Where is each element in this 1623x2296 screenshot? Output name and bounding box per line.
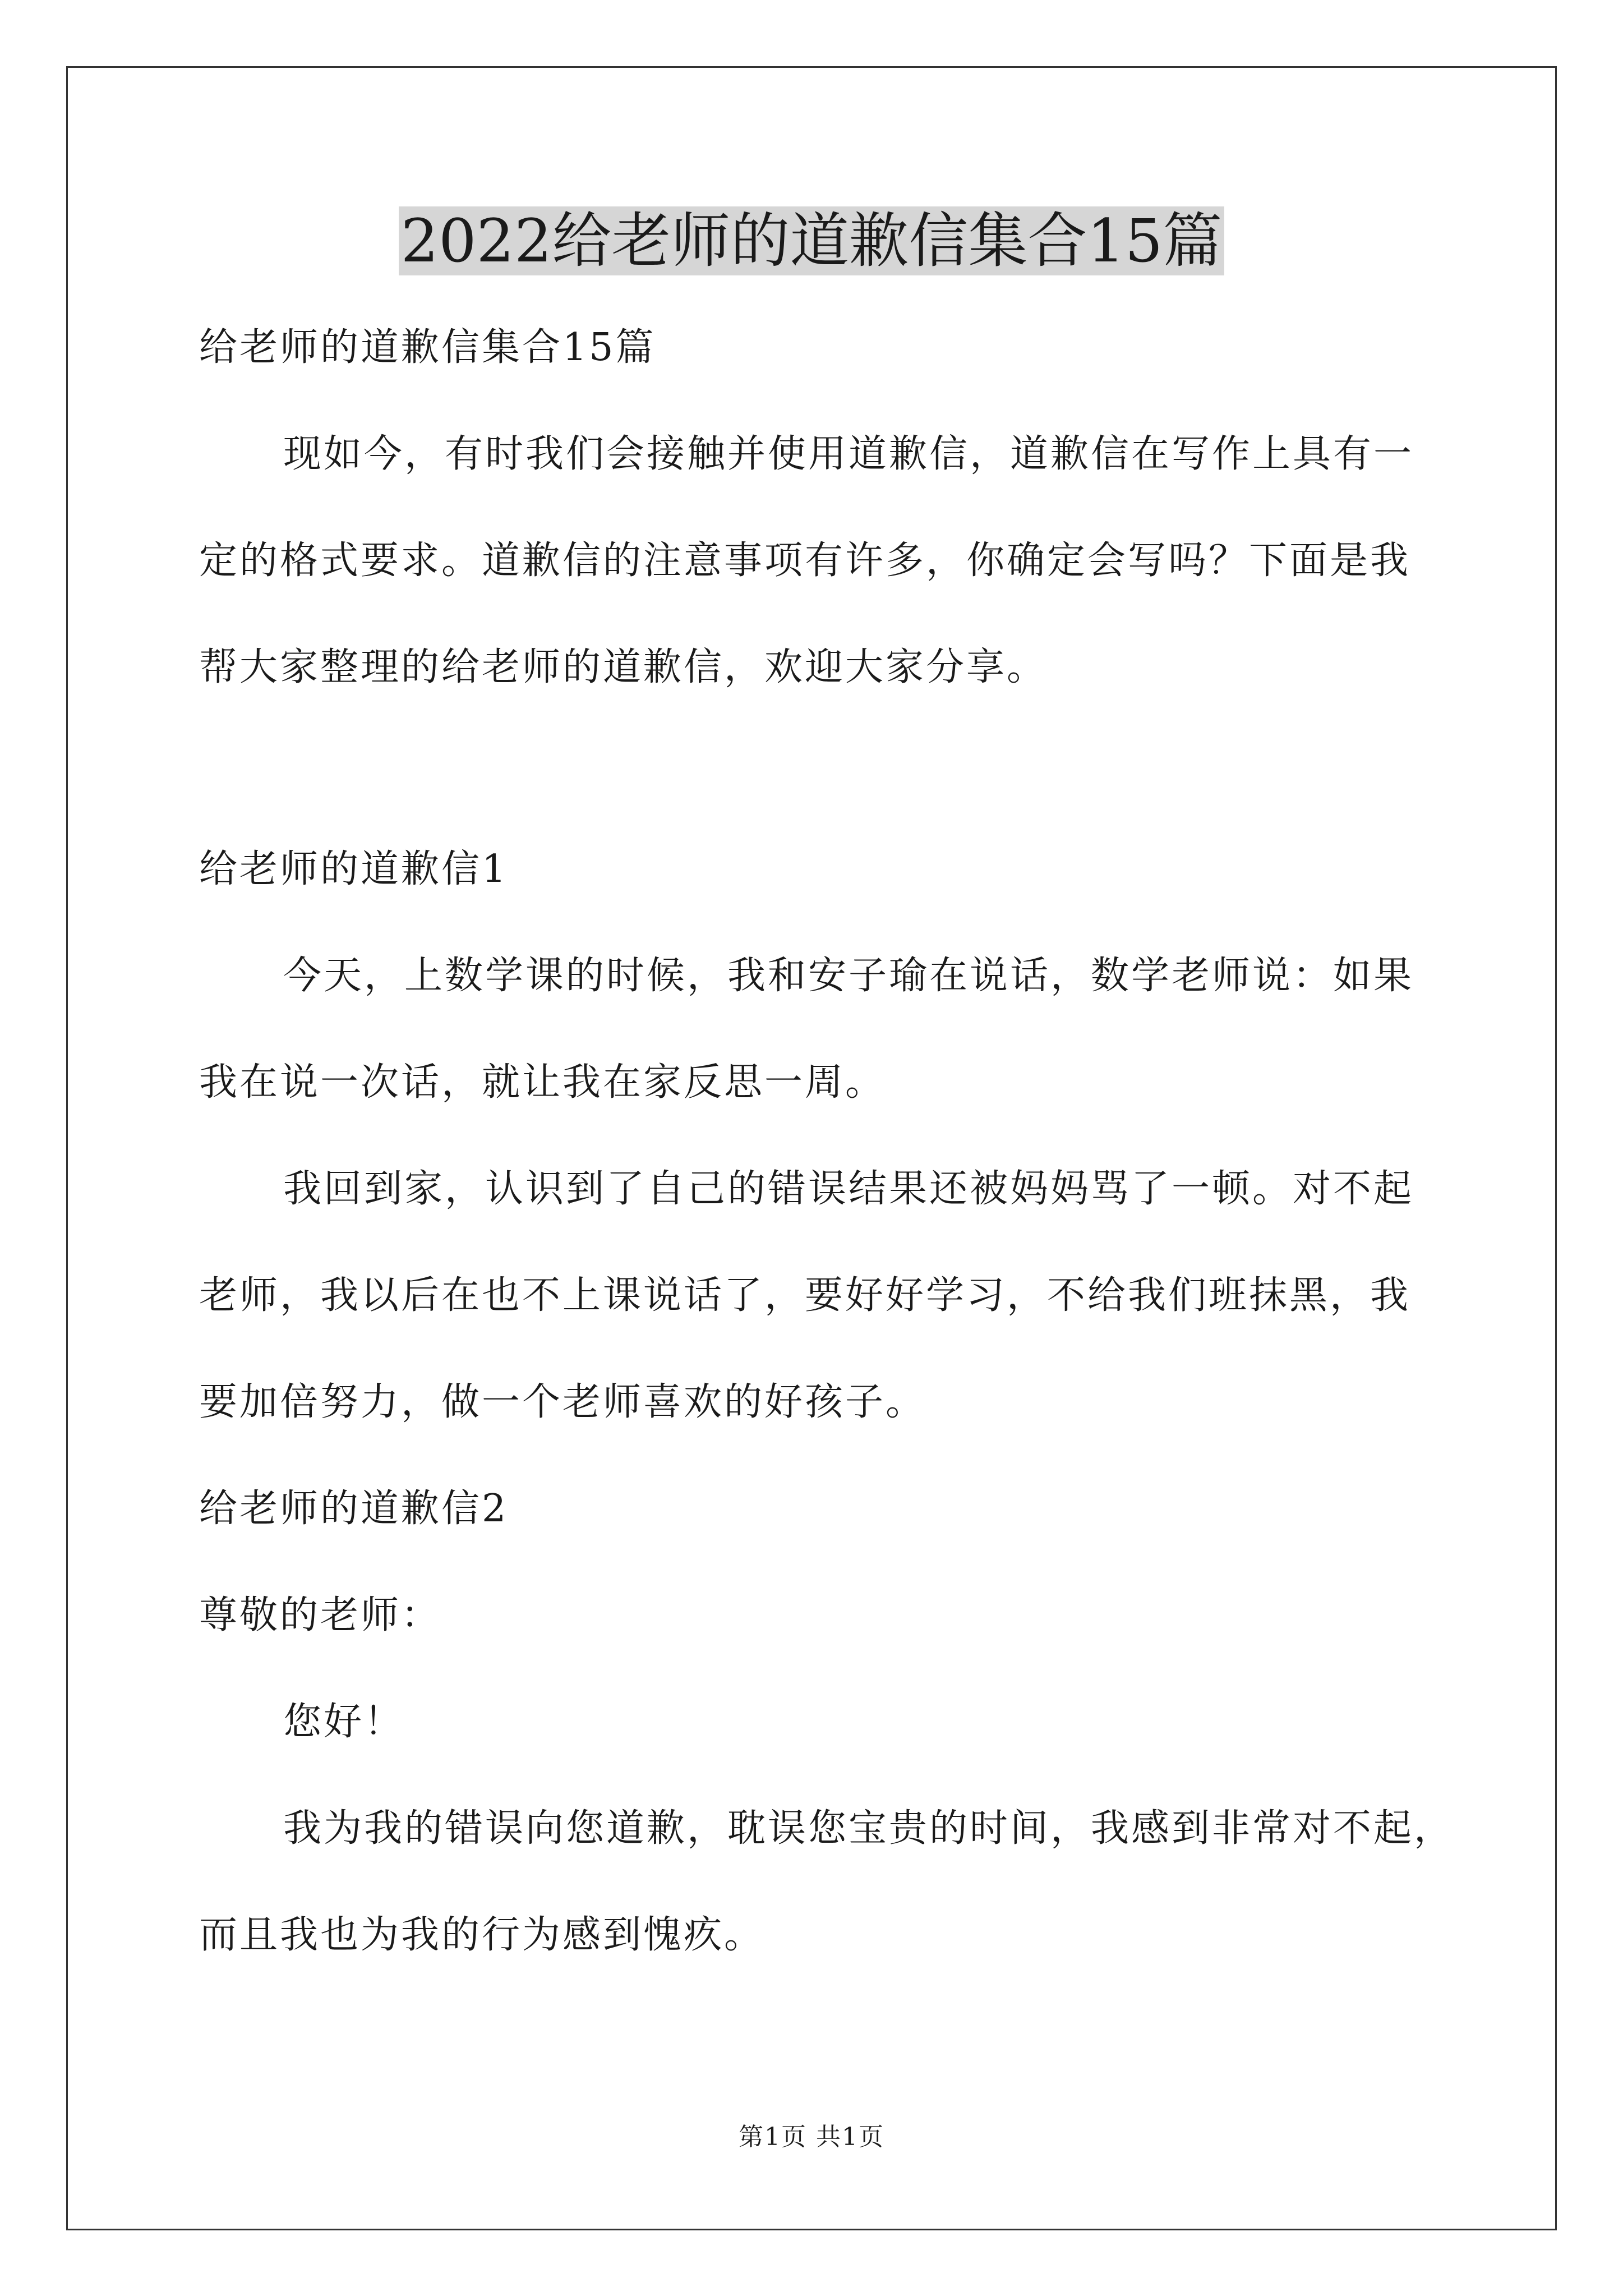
document-subtitle: 给老师的道歉信集合15篇	[199, 325, 656, 370]
letter2-para1-line-1: 我为我的错误向您道歉，耽误您宝贵的时间，我感到非常对不起，	[283, 1806, 1455, 1851]
document-title-text: 2022给老师的道歉信集合15篇	[399, 206, 1225, 275]
page-border	[66, 66, 1557, 2230]
intro-line-2: 定的格式要求。道歉信的注意事项有许多，你确定会写吗？下面是我	[199, 539, 1411, 583]
document-title	[0, 202, 1623, 280]
intro-line-3: 帮大家整理的给老师的道歉信，欢迎大家分享。	[199, 645, 1048, 689]
letter2-salutation: 尊敬的老师：	[199, 1593, 442, 1637]
letter1-para1-line-1: 今天，上数学课的时候，我和安子瑜在说话，数学老师说：如果	[283, 954, 1414, 998]
intro-line-1: 现如今，有时我们会接触并使用道歉信，道歉信在写作上具有一	[283, 432, 1414, 476]
letter1-heading: 给老师的道歉信1	[199, 847, 509, 891]
letter2-para1-line-2: 而且我也为我的行为感到愧疚。	[199, 1913, 765, 1957]
letter1-para2-line-3: 要加倍努力，做一个老师喜欢的好孩子。	[199, 1380, 926, 1424]
page-footer: 第1页 共1页	[739, 2123, 884, 2151]
letter1-para2-line-1: 我回到家，认识到了自己的错误结果还被妈妈骂了一顿。对不起	[283, 1167, 1414, 1211]
letter1-para1-line-2: 我在说一次话，就让我在家反思一周。	[199, 1060, 886, 1105]
letter2-greeting: 您好！	[283, 1700, 405, 1744]
letter1-para2-line-2: 老师，我以后在也不上课说话了，要好好学习，不给我们班抹黑，我	[199, 1273, 1411, 1318]
letter2-heading: 给老师的道歉信2	[199, 1487, 509, 1531]
